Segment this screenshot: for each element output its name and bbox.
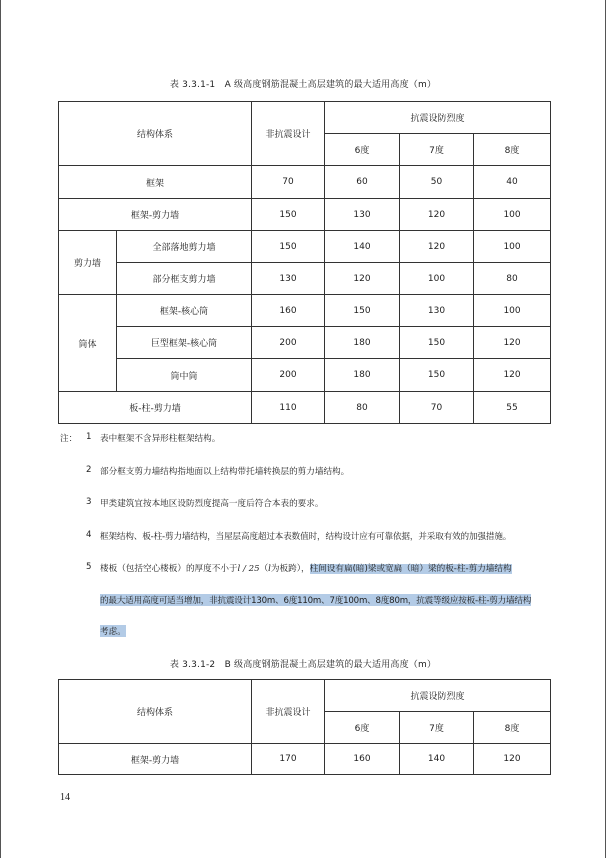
cell-value: 130 bbox=[252, 263, 325, 295]
cell-value: 150 bbox=[400, 327, 474, 359]
table1-header-deg7: 7度 bbox=[400, 134, 474, 166]
table-row bbox=[59, 359, 551, 392]
note-number: 5 bbox=[86, 562, 92, 572]
table2-caption: 表 3.3.1-2 B 级高度钢筋混凝土高层建筑的最大适用高度（m） bbox=[169, 660, 437, 670]
note5-formula: l / 25 bbox=[237, 564, 260, 574]
page-border-left bbox=[0, 0, 1, 858]
note-text: 甲类建筑宜按本地区设防烈度提高一度后符合本表的要求。 bbox=[100, 499, 324, 509]
cell-value: 120 bbox=[474, 744, 551, 775]
cell-value: 100 bbox=[474, 199, 551, 231]
page-number: 14 bbox=[60, 792, 70, 803]
row-group-label: 筒体 bbox=[59, 295, 117, 392]
row-label: 全部落地剪力墙 bbox=[117, 231, 252, 263]
row-label: 框架-核心筒 bbox=[117, 295, 252, 327]
note-text: 表中框架不含异形柱框架结构。 bbox=[100, 434, 221, 444]
row-label: 筒中筒 bbox=[117, 359, 252, 392]
note-number: 4 bbox=[86, 530, 92, 540]
cell-value: 120 bbox=[474, 327, 551, 359]
cell-value: 120 bbox=[474, 359, 551, 392]
cell-value: 120 bbox=[400, 199, 474, 231]
row-label: 框架-剪力墙 bbox=[59, 199, 252, 231]
cell-value: 140 bbox=[325, 231, 400, 263]
cell-value: 180 bbox=[325, 359, 400, 392]
cell-value: 130 bbox=[325, 199, 400, 231]
note5-part3: 为板跨）， bbox=[270, 564, 310, 574]
table-row bbox=[59, 295, 551, 327]
row-label: 板-柱-剪力墙 bbox=[59, 392, 252, 424]
cell-value: 170 bbox=[252, 744, 325, 775]
cell-value: 180 bbox=[325, 327, 400, 359]
table-row bbox=[59, 199, 551, 231]
cell-value: 200 bbox=[252, 327, 325, 359]
note-number: 3 bbox=[86, 497, 92, 507]
cell-value: 100 bbox=[474, 295, 551, 327]
table2 bbox=[58, 679, 551, 775]
table2-header-deg7: 7度 bbox=[400, 712, 474, 744]
cell-value: 130 bbox=[400, 295, 474, 327]
note-number: 2 bbox=[86, 465, 92, 475]
cell-value: 80 bbox=[474, 263, 551, 295]
table-row bbox=[59, 166, 551, 199]
notes-prefix: 注： bbox=[60, 434, 78, 444]
note5-highlight-2[interactable]: 的最大适用高度可适当增加，非抗震设计130m、6度110m、7度100m、8度80m，抗震等级应按板-柱-剪力墙结构 bbox=[100, 596, 532, 606]
table1 bbox=[58, 101, 551, 424]
note5-part2: （ bbox=[259, 564, 269, 574]
table-row bbox=[59, 327, 551, 359]
table1-caption: 表 3.3.1-1 A 级高度钢筋混凝土高层建筑的最大适用高度（m） bbox=[169, 80, 437, 90]
cell-value: 150 bbox=[252, 231, 325, 263]
cell-value: 100 bbox=[400, 263, 474, 295]
row-label: 框架 bbox=[59, 166, 252, 199]
row-label: 巨型框架-核心筒 bbox=[117, 327, 252, 359]
row-group-label: 剪力墙 bbox=[59, 231, 117, 295]
table1-header-row bbox=[59, 102, 551, 134]
cell-value: 55 bbox=[474, 392, 551, 424]
cell-value: 150 bbox=[252, 199, 325, 231]
note-text: 部分框支剪力墙结构指地面以上结构带托墙转换层的剪力墙结构。 bbox=[100, 467, 350, 477]
table-row bbox=[59, 231, 551, 263]
cell-value: 160 bbox=[252, 295, 325, 327]
note-text: 框架结构、板-柱-剪力墙结构，当屋层高度超过本表数值时，结构设计应有可靠依据，并采取有效的加强措施。 bbox=[100, 532, 512, 542]
table-row bbox=[59, 392, 551, 424]
cell-value: 60 bbox=[325, 166, 400, 199]
table1-header-seismic: 抗震设防烈度 bbox=[325, 102, 551, 134]
cell-value: 200 bbox=[252, 359, 325, 392]
row-label: 框架-剪力墙 bbox=[59, 744, 252, 775]
table2-header-non-seismic: 非抗震设计 bbox=[252, 680, 325, 744]
cell-value: 120 bbox=[325, 263, 400, 295]
table2-header-row bbox=[59, 680, 551, 712]
table1-header-deg6: 6度 bbox=[325, 134, 400, 166]
table1-header-non-seismic: 非抗震设计 bbox=[252, 102, 325, 166]
note-text-line1 bbox=[100, 562, 512, 574]
cell-value: 70 bbox=[252, 166, 325, 199]
cell-value: 50 bbox=[400, 166, 474, 199]
table2-header-structure: 结构体系 bbox=[59, 680, 252, 744]
note5-highlight-3[interactable]: 考虑。 bbox=[100, 627, 126, 637]
cell-value: 100 bbox=[474, 231, 551, 263]
cell-value: 150 bbox=[325, 295, 400, 327]
note5-var: l bbox=[268, 564, 271, 574]
cell-value: 110 bbox=[252, 392, 325, 424]
note5-part1: 楼板（包括空心楼板）的厚度不小于 bbox=[100, 564, 238, 574]
note-number: 1 bbox=[86, 432, 92, 442]
cell-value: 150 bbox=[400, 359, 474, 392]
cell-value: 40 bbox=[474, 166, 551, 199]
table2-header-seismic: 抗震设防烈度 bbox=[325, 680, 551, 712]
cell-value: 80 bbox=[325, 392, 400, 424]
cell-value: 160 bbox=[325, 744, 400, 775]
note5-highlight-1[interactable]: 柱间设有扁(暗)梁或宽扁（暗）梁的板-柱-剪力墙结构 bbox=[309, 564, 512, 574]
table-row bbox=[59, 744, 551, 775]
cell-value: 70 bbox=[400, 392, 474, 424]
cell-value: 140 bbox=[400, 744, 474, 775]
table-row bbox=[59, 263, 551, 295]
table2-header-deg6: 6度 bbox=[325, 712, 400, 744]
table1-header-structure: 结构体系 bbox=[59, 102, 252, 166]
cell-value: 120 bbox=[400, 231, 474, 263]
table2-header-deg8: 8度 bbox=[474, 712, 551, 744]
row-label: 部分框支剪力墙 bbox=[117, 263, 252, 295]
table1-header-deg8: 8度 bbox=[474, 134, 551, 166]
